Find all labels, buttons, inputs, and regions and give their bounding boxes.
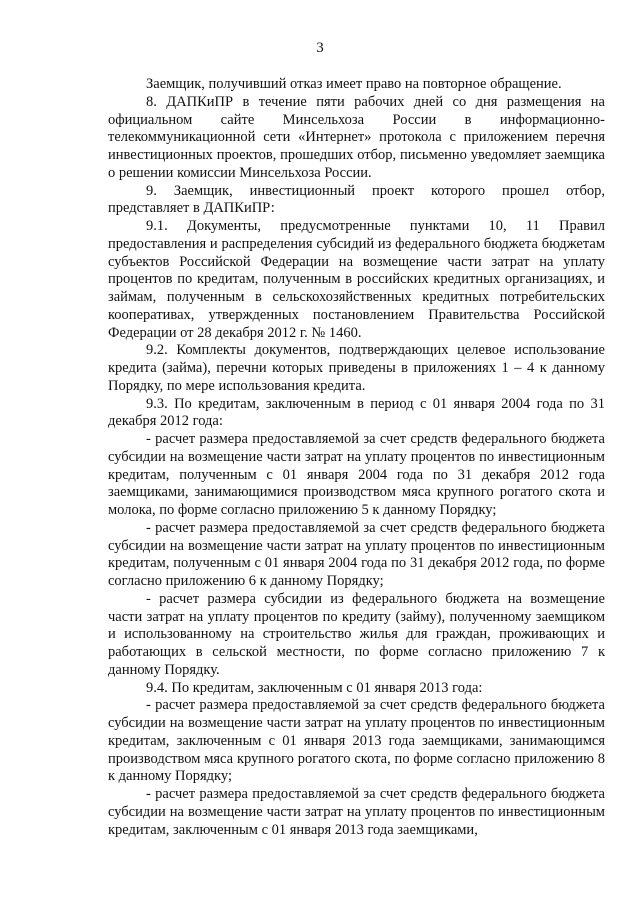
paragraph-refusal-note: Заемщик, получивший отказ имеет право на повторное обращение.: [146, 76, 562, 92]
paragraph-9-2-document-sets: 9.2. Комплекты документов, подтверждающих целевое использование кредита (займа), перечни которых приведены в приложениях 1 – 4 к данному Порядку, по мере использования кредита.: [108, 342, 605, 394]
paragraph-9-1-documents: 9.1. Документы, предусмотренные пунктами 10, 11 Правил предоставления и распределения субсидий из федерального бюджета бюджетам субъектов Российской Федерации на возмещение части затрат на уплату процентов по кредитам, полученным в российских кредитных организациях, и займам, полученным в сельскохозяйственных кредитных потребительских кооперативах, утвержденных постановлением Правительства Российской Федерации от 28 декабря 2012 г. № 1460.: [108, 218, 605, 341]
document-body: [108, 76, 605, 839]
list-item-appendix-8: - расчет размера предоставляемой за счет средств федерального бюджета субсидии на возмещение части затрат на уплату процентов по инвестиционным кредитам, заключенным с 01 января 2013 года заемщиками, занимающимся производством мяса крупного рогатого скота, по форме согласно приложению 8 к данному Порядку;: [108, 697, 605, 785]
list-item-appendix-6: - расчет размера предоставляемой за счет средств федерального бюджета субсидии на возмещение части затрат на уплату процентов по инвестиционным кредитам, полученным с 01 января 2004 года по 31 декабря 2012 года, по форме согласно приложению 6 к данному Порядку;: [108, 519, 605, 589]
paragraph-9-3-intro: 9.3. По кредитам, заключенным в период с 01 января 2004 года по 31 декабря 2012 года:: [108, 395, 605, 430]
paragraph-9-intro: 9. Заемщик, инвестиционный проект которого прошел отбор, представляет в ДАПКиПР:: [108, 182, 605, 217]
list-item-appendix-5: - расчет размера предоставляемой за счет средств федерального бюджета субсидии на возмещение части затрат на уплату процентов по инвестиционным кредитам, полученным с 01 января 2004 года по 31 декабря 2012 года заемщиками, занимающимися производством мяса крупного рогатого скота и молока, по форме согласно приложению 5 к данному Порядку;: [108, 431, 605, 518]
page-number: 3: [316, 40, 324, 56]
paragraph-9-4-intro: 9.4. По кредитам, заключенным с 01 января 2013 года:: [146, 679, 483, 696]
paragraph-8-notification: 8. ДАПКиПР в течение пяти рабочих дней со дня размещения на официальном сайте Минсельхоза России в информационно-телекоммуникационной сети «Интернет» протокола с приложением перечня инвестиционных проектов, прошедших отбор, письменно уведомляет заемщика о решении комиссии Минсельхоза России.: [108, 93, 605, 181]
list-item-appendix-7: - расчет размера субсидии из федерального бюджета на возмещение части затрат на уплату процентов по кредиту (займу), полученному заемщиком и использованному на строительство жилья для граждан, проживающих и работающих в сельской местности, по форме согласно приложению 7 к данному Порядку.: [108, 590, 605, 678]
list-item-continued: - расчет размера предоставляемой за счет средств федерального бюджета субсидии на возмещение части затрат на уплату процентов по инвестиционным кредитам, заключенным с 01 января 2013 года заемщиками,: [108, 786, 605, 838]
